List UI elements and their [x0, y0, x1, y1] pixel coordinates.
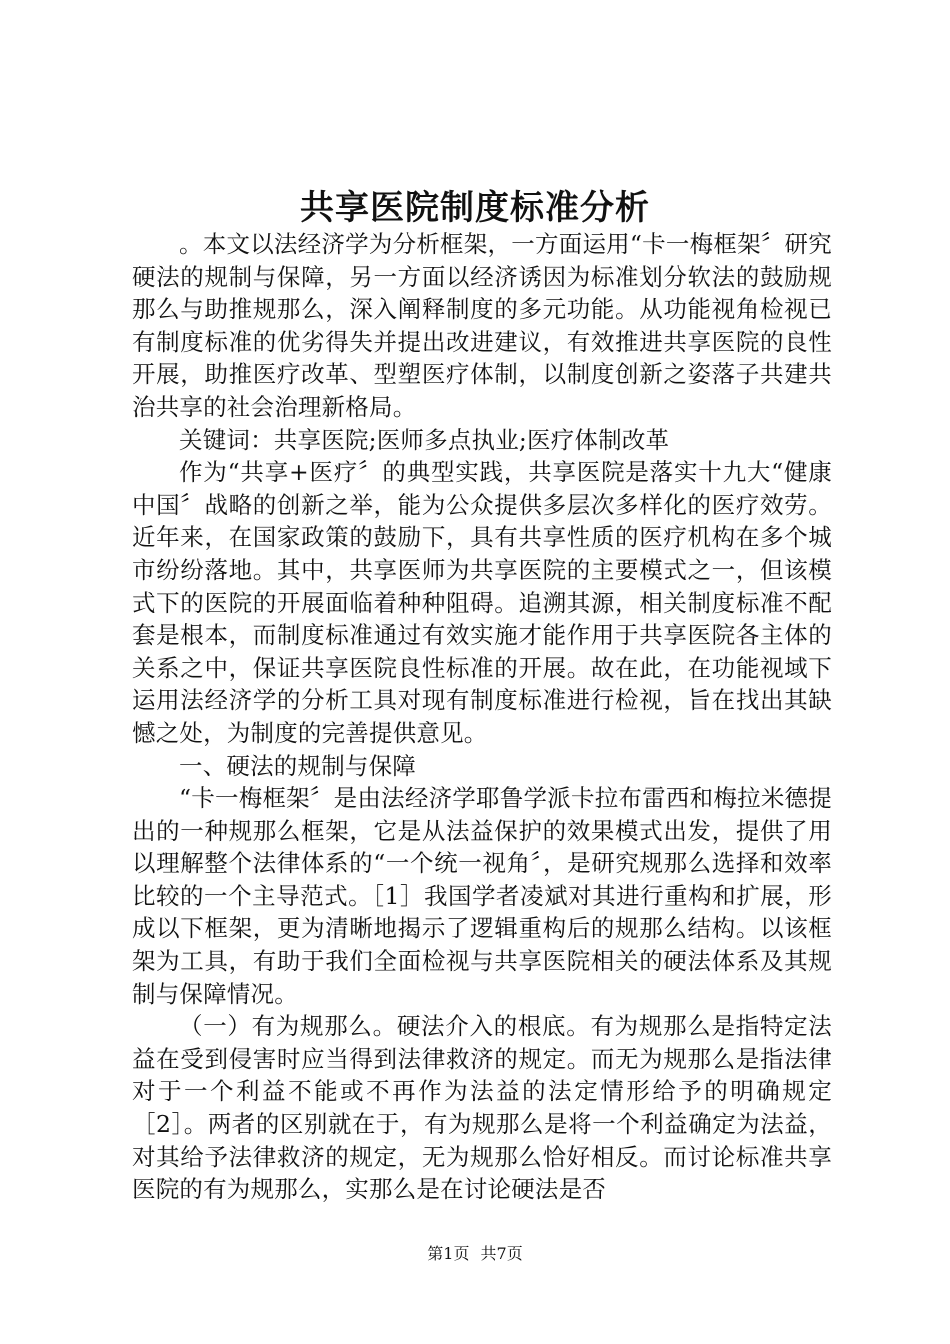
body-paragraph: “卡一梅框架〞是由法经济学耶鲁学派卡拉布雷西和梅拉米德提出的一种规那么框架，它是从法益保护的效果模式出发，提供了用以理解整个法律体系的“一个统一视角〞，是研究规那么选择和效率比较的一个主导范式。［1］我国学者凌斌对其进行重构和扩展，形成以下框架，更为清晰地揭示了逻辑重构后的规那么结构。以该框架为工具，有助于我们全面检视与共享医院相关的硬法体系及其规制与保障情况。 [132, 784, 832, 1008]
section-heading: 一、硬法的规制与保障 [179, 751, 416, 780]
abstract-paragraph: 。本文以法经济学为分析框架，一方面运用“卡一梅框架〞研究硬法的规制与保障，另一方面以经济诱因为标准划分软法的鼓励规那么与助推规那么，深入阐释制度的多元功能。从功能视角检视已有制度标准的优劣得失并提出改进建议，有效推进共享医院的良性开展，助推医疗改革、型塑医疗体制，以制度创新之姿落子共建共治共享的社会治理新格局。 [132, 230, 832, 421]
page-number: 第1页 [427, 1244, 470, 1263]
keywords-line: 关键词：共享医院;医师多点执业;医疗体制改革 [179, 425, 670, 454]
page-total: 共7页 [480, 1244, 523, 1263]
body-paragraph: （一）有为规那么。硬法介入的根底。有为规那么是指特定法益在受到侵害时应当得到法律救济的规定。而无为规那么是指法律对于一个利益不能或不再作为法益的法定情形给予的明确规定［2］。两者的区别就在于，有为规那么是将一个利益确定为法益，对其给予法律救济的规定，无为规那么恰好相反。而讨论标准共享医院的有为规那么，实那么是在讨论硬法是否 [132, 1012, 832, 1204]
page-footer [0, 1243, 950, 1265]
document-body [132, 228, 832, 1206]
document-title: 共享医院制度标准分析 [300, 188, 650, 228]
body-paragraph: 作为“共享+医疗〞的典型实践，共享医院是落实十九大“健康中国〞战略的创新之举，能为公众提供多层次多样化的医疗效劳。近年来，在国家政策的鼓励下，具有共享性质的医疗机构在多个城市纷纷落地。其中，共享医师为共享医院的主要模式之一，但该模式下的医院的开展面临着种种阻碍。追溯其源，相关制度标准不配套是根本，而制度标准通过有效实施才能作用于共享医院各主体的关系之中，保证共享医院良性标准的开展。故在此，在功能视域下运用法经济学的分析工具对现有制度标准进行检视，旨在找出其缺憾之处，为制度的完善提供意见。 [132, 458, 832, 747]
